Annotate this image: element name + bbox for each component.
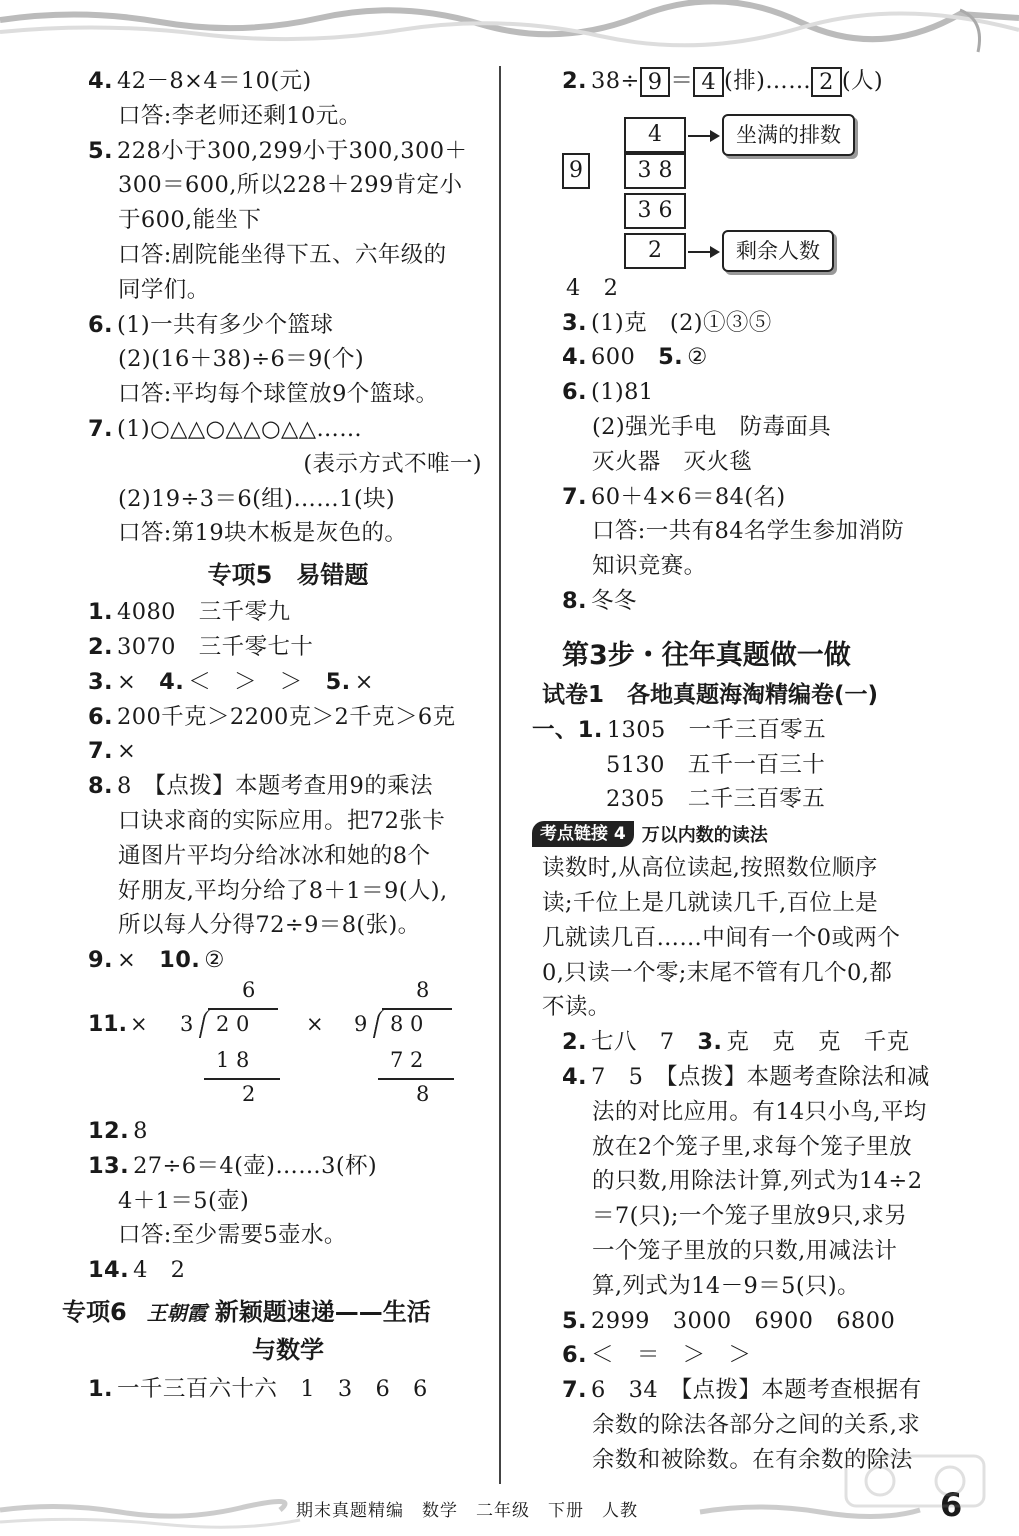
question-number: 9. (88, 947, 114, 974)
question-number: 1. (88, 1375, 114, 1402)
answer-text: 余数和被除数。在有余数的除法 (592, 1446, 913, 1473)
answer-text: ② (687, 344, 708, 371)
answer-line (88, 308, 488, 343)
answer-text: 法的对比应用。有14只小鸟,平均 (592, 1098, 927, 1125)
answer-line (88, 516, 488, 551)
question-number: 4. (562, 344, 588, 371)
answer-text: 3070 三千零七十 (117, 633, 314, 660)
question-number: 8. (562, 587, 588, 614)
answer-text: 口答:至少需要5壶水。 (118, 1222, 347, 1249)
question-number: 6. (88, 703, 114, 730)
answer-line (88, 1253, 488, 1288)
section-title (62, 1288, 488, 1332)
footer-text: 期末真题精编 数学 二年级 下册 人教 (296, 1501, 638, 1521)
answer-line (562, 1373, 982, 1408)
answer-text: 克 克 克 千克 (726, 1029, 910, 1056)
answer-text: (人) (841, 68, 884, 94)
answer-text: (2)(16＋38)÷6＝9(个) (118, 346, 365, 373)
answer-text: 4＋1＝5(壶) (118, 1187, 250, 1214)
answer-line (88, 769, 488, 804)
answer-text: 口答:剧院能坐得下五、六年级的 (118, 241, 447, 268)
answer-line: 4 2 (566, 274, 619, 301)
answer-line (88, 412, 488, 447)
section-title: 专项5 易错题 (207, 561, 369, 590)
question-number: 3. (697, 1029, 723, 1056)
answer-text: (1)一共有多少个篮球 (117, 311, 334, 338)
question-number: 1. (88, 599, 114, 626)
answer-line (562, 782, 982, 817)
answer-line (88, 665, 488, 700)
top-decoration (0, 0, 1019, 58)
answer-text: 27÷6＝4(壶)……3(杯) (133, 1152, 378, 1179)
section-prefix: 专项6 (62, 1297, 127, 1326)
question-number: 4. (159, 668, 185, 695)
answer-line (88, 203, 488, 238)
answer-line (562, 1199, 982, 1234)
answer-text: (2)强光手电 防毒面具 (592, 413, 832, 440)
arrow-icon (688, 251, 718, 253)
answer-line (562, 1025, 982, 1060)
answer-line (88, 1114, 488, 1149)
answer-text: ＝7(只);一个笼子里放9只,求另 (592, 1203, 908, 1230)
answer-text: 1305 一千三百零五 (606, 716, 826, 743)
dividend: 2 0 (216, 1011, 250, 1036)
division-bar (204, 1078, 280, 1080)
answer-text: 4080 三千零九 (117, 599, 291, 626)
mark-wrong: × (130, 1011, 148, 1036)
question-number: 5. (325, 668, 351, 695)
answer-text: 口诀求商的实际应用。把72张卡 (118, 807, 446, 834)
brand-logo: 王朝霞 (146, 1300, 207, 1325)
answer-text: 同学们。 (118, 276, 210, 303)
answer-text: 2999 3000 6900 6800 (591, 1307, 896, 1334)
division-bar (208, 1008, 278, 1010)
answer-text: (1)○△△○△△○△△…… (117, 415, 363, 442)
answer-line (562, 1130, 982, 1165)
answer-text: 300＝600,所以228＋299肯定小 (118, 172, 463, 199)
divisor-box: 9 (562, 153, 590, 189)
knowledge-text: 0,只读一个零;末尾不管有几个0,都 (542, 959, 893, 986)
question-number: 10. (159, 947, 201, 974)
answer-text: 通图片平均分给冰冰和她的8个 (118, 842, 431, 869)
answer-line (562, 549, 982, 584)
answer-line (88, 839, 488, 874)
answer-line (88, 134, 488, 169)
division-bracket (199, 1008, 215, 1038)
answer-text: (排)…… (724, 68, 812, 94)
answer-line (562, 306, 982, 341)
answer-box: 2 (811, 67, 842, 97)
answer-line (562, 1269, 982, 1304)
answer-line (88, 1149, 488, 1184)
answer-box: 9 (640, 67, 671, 97)
answer-text: (1)81 (591, 379, 654, 406)
question-number: 4. (562, 1063, 588, 1090)
division-diagram (562, 99, 942, 271)
product-box: 3 6 (624, 193, 686, 229)
answer-text: 42－8×4＝10(元) (117, 68, 312, 94)
mark-wrong: × (306, 1011, 324, 1036)
answer-text: 七八 7 (591, 1029, 698, 1056)
answer-line (88, 943, 488, 978)
question-number: 6. (562, 1342, 588, 1369)
answer-text: ＜ ＝ ＞ ＞ (591, 1342, 752, 1369)
answer-text: 冬冬 (591, 587, 637, 614)
answer-line (562, 1304, 982, 1339)
answer-text: 放在2个笼子里,求每个笼子里放 (592, 1133, 912, 1160)
knowledge-link (532, 817, 982, 851)
dividend: 8 0 (390, 1011, 424, 1036)
answer-text: 算,列式为14－9＝5(只)。 (592, 1272, 860, 1299)
knowledge-tag: 考点链接 4 (532, 821, 634, 847)
product: 7 2 (390, 1047, 424, 1072)
answer-line (88, 734, 488, 769)
page-number: 6 (940, 1486, 963, 1524)
answer-text: 于600,能坐下 (118, 207, 262, 234)
question-number: 5. (88, 137, 114, 164)
product: 1 8 (216, 1047, 250, 1072)
answer-text: ＝ (670, 68, 694, 94)
answer-text: 4 2 (133, 1257, 186, 1284)
answer-text: (1)克 (2)①③⑤ (591, 309, 772, 336)
divisor: 3 (180, 1011, 194, 1036)
answer-text: 口答:平均每个球筐放9个篮球。 (118, 381, 439, 408)
knowledge-text: 读数时,从高位读起,按照数位顺序 (542, 855, 878, 882)
answer-line (562, 514, 982, 549)
question-number: 一、1. (532, 716, 603, 743)
answer-line (88, 1218, 488, 1253)
answer-text: 口答:第19块木板是灰色的。 (118, 520, 408, 547)
question-number: 4. (88, 68, 114, 94)
answer-line (562, 1095, 982, 1130)
answer-line (562, 375, 982, 410)
section-title-text: 新颖题速递——生活 (214, 1297, 431, 1326)
remainder: 2 (242, 1081, 256, 1106)
answer-line (562, 1408, 982, 1443)
answer-text: × (117, 947, 160, 974)
watermark (840, 1450, 990, 1530)
answer-text: × (354, 668, 374, 695)
answer-line (562, 1060, 982, 1095)
answer-text: 的只数,用除法计算,列式为14÷2 (592, 1168, 923, 1195)
knowledge-text: 不读。 (542, 994, 611, 1021)
knowledge-text: 几就读几百……中间有一个0或两个 (542, 924, 901, 951)
question-number: 8. (88, 773, 114, 800)
answer-line (88, 99, 488, 134)
dividend-box: 3 8 (624, 153, 686, 189)
answer-line (532, 713, 982, 748)
answer-text: 所以每人分得72÷9＝8(张)。 (118, 912, 421, 939)
answer-text: 8 (133, 1117, 148, 1144)
answer-text: 灭火器 灭火毯 (592, 448, 753, 475)
long-division-block (88, 978, 488, 1114)
answer-line (562, 410, 982, 445)
column-divider (499, 66, 501, 1484)
remainder: 8 (416, 1081, 430, 1106)
paper-title: 试卷1 各地真题海淘精编卷(一) (542, 681, 879, 708)
answer-text: 一个笼子里放的只数,用减法计 (592, 1237, 898, 1264)
question-number: 14. (88, 1257, 130, 1284)
answer-line (88, 595, 488, 630)
answer-line (88, 342, 488, 377)
section-title-cont: 与数学 (252, 1335, 324, 1364)
question-number: 3. (562, 309, 588, 336)
answer-line (88, 1184, 488, 1219)
left-column (62, 64, 488, 1407)
question-number: 7. (562, 1377, 588, 1404)
answer-text: ＜ ＞ ＞ (188, 668, 326, 695)
question-number: 12. (88, 1117, 130, 1144)
answer-text: 7 5 【点拨】本题考查除法和减 (591, 1063, 930, 1090)
question-number: 3. (88, 668, 114, 695)
answer-text: 余数的除法各部分之间的关系,求 (592, 1411, 921, 1438)
answer-text: 38÷ (591, 68, 640, 94)
answer-line (562, 64, 982, 99)
answer-line (562, 1234, 982, 1269)
right-column (532, 64, 982, 1478)
answer-line (88, 447, 488, 482)
answer-text: 228小于300,299小于300,300＋ (117, 137, 468, 164)
question-number: 5. (658, 344, 684, 371)
answer-line (562, 584, 982, 619)
answer-text: 8 【点拨】本题考查用9的乘法 (117, 773, 433, 800)
answer-text: 一千三百六十六 1 3 6 6 (117, 1375, 428, 1402)
label-remaining: 剩余人数 (722, 230, 834, 272)
answer-line (88, 64, 488, 99)
answer-line (562, 748, 982, 783)
answer-text: × (117, 668, 160, 695)
knowledge-title: 万以内数的读法 (641, 825, 768, 847)
question-number: 7. (562, 483, 588, 510)
question-number: 2. (562, 68, 588, 94)
answer-text: 200千克＞2200克＞2千克＞6克 (117, 703, 456, 730)
question-number: 2. (88, 633, 114, 660)
arrow-icon (688, 135, 718, 137)
question-number: 6. (562, 379, 588, 406)
answer-text: 6 34 【点拨】本题考查根据有 (591, 1377, 922, 1404)
division-bar (378, 1078, 454, 1080)
answer-line (88, 168, 488, 203)
step-title: 第3步・往年真题做一做 (562, 639, 851, 671)
division-bar (382, 1008, 452, 1010)
quotient-box: 4 (624, 117, 686, 153)
quotient: 6 (242, 977, 256, 1002)
answer-text: (2)19÷3＝6(组)……1(块) (118, 485, 396, 512)
division-bracket (373, 1008, 389, 1038)
answer-line (562, 480, 982, 515)
answer-line (88, 700, 488, 735)
question-number: 13. (88, 1152, 130, 1179)
answer-box: 4 (693, 67, 724, 97)
answer-line (562, 340, 982, 375)
answer-text: (表示方式不唯一) (303, 450, 482, 477)
question-number: 7. (88, 415, 114, 442)
answer-text: 5130 五千一百三十 (606, 751, 826, 778)
answer-text: 知识竞赛。 (592, 553, 707, 580)
question-number: 6. (88, 311, 114, 338)
answer-line (88, 377, 488, 412)
answer-line (88, 273, 488, 308)
answer-text: 60＋4×6＝84(名) (591, 483, 786, 510)
answer-text: × (117, 738, 137, 765)
answer-line (562, 1164, 982, 1199)
divisor: 9 (354, 1011, 368, 1036)
question-number: 5. (562, 1307, 588, 1334)
answer-line (88, 874, 488, 909)
answer-line (88, 1372, 488, 1407)
answer-line (562, 1338, 982, 1373)
remainder-box: 2 (624, 233, 686, 269)
answer-line (562, 445, 982, 480)
question-number: 11. (88, 1011, 127, 1037)
answer-text: ② (204, 947, 225, 974)
answer-line (88, 908, 488, 943)
answer-text: 口答:李老师还剩10元。 (118, 102, 362, 129)
answer-text: 口答:一共有84名学生参加消防 (592, 518, 905, 545)
answer-line (88, 804, 488, 839)
answer-line (88, 482, 488, 517)
label-full-rows: 坐满的排数 (722, 114, 855, 156)
quotient: 8 (416, 977, 430, 1002)
knowledge-text: 读;千位上是几就读几千,百位上是 (542, 889, 879, 916)
answer-text: 600 (591, 344, 659, 371)
answer-text: 好朋友,平均分给了8＋1＝9(人), (118, 877, 448, 904)
question-number: 2. (562, 1029, 588, 1056)
answer-line (88, 630, 488, 665)
answer-text: 2305 二千三百零五 (606, 786, 826, 813)
question-number: 7. (88, 738, 114, 765)
answer-line (88, 238, 488, 273)
